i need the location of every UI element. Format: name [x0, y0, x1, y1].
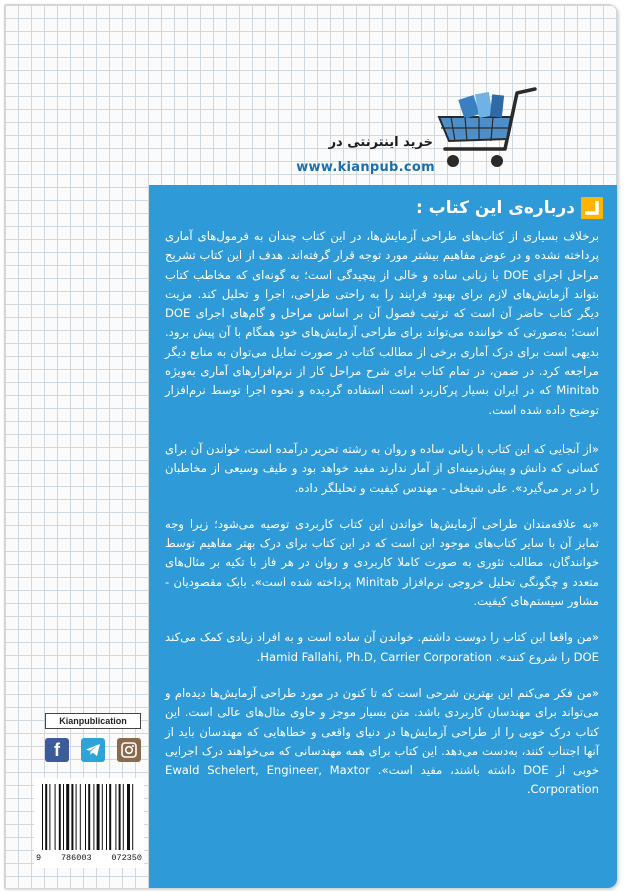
barcode-stripe	[49, 784, 50, 850]
publisher-website-link[interactable]: www.kianpub.com	[296, 160, 435, 175]
book-back-cover	[4, 4, 618, 889]
barcode-stripe	[66, 784, 69, 850]
barcode-stripe	[63, 784, 64, 850]
barcode-stripe	[106, 784, 107, 850]
testimonial-quote-3: «من واقعا این کتاب را دوست داشتم. خواندن آن ساده است و به افراد زیادی کمک می‌کند DOE را شروع کنند». Hamid Fallahi, Ph.D, Carrier Corporation.	[165, 630, 599, 664]
social-icon-row	[45, 738, 141, 762]
shopping-cart-icon	[431, 83, 541, 175]
barcode-stripe	[115, 784, 116, 850]
barcode-stripe	[109, 784, 111, 850]
testimonial-quote-2: «به علاقه‌مندان طراحی آزمایش‌ها خواندن این کتاب کاربردی توصیه می‌شود؛ زیرا وجه تمایز آن با سایر کتاب‌های موجود این است که در این کتاب برای درک بهتر مفاهیم توسط خوانندگان، مطالب تئوری به صورت کاملا کاربردی و روان در هر فاز با تکیه بر مثال‌های متعدد و چگونگی تحلیل خروجی نرم‌افزار Minitab پرداخته شده است». بابک مقصودیان - مشاور سیستم‌های کیفیت.	[165, 516, 600, 609]
barcode-stripe	[102, 784, 103, 850]
barcode-digits-right: 072350	[111, 853, 142, 863]
barcode-stripe	[71, 784, 73, 850]
barcode-stripe	[93, 784, 94, 850]
instagram-icon[interactable]	[117, 738, 141, 762]
heading-mark-icon	[581, 197, 603, 219]
online-shop-label: خرید اینترنتی در	[328, 135, 433, 150]
facebook-icon[interactable]: f	[45, 738, 69, 762]
barcode-stripe	[42, 784, 43, 850]
barcode-stripe	[123, 784, 124, 850]
panel-title: درباره‌ی این کتاب :	[415, 198, 575, 218]
testimonial-quote-1: «از آنجایی که این کتاب با زبانی ساده و روان به رشته تحریر درآمده است، خواندن آن برای کسانی که دانش و پیش‌زمینه‌ای از آمار ندارند مفید خواهد بود و طیف وسیعی از مخاطبان را در بر می‌گیرد». علی شیخلی - مهندس کیفیت و تحلیلگر داده.	[165, 441, 599, 495]
barcode-stripe	[85, 784, 86, 850]
barcode-stripe	[45, 784, 47, 850]
barcode-bars	[40, 784, 138, 850]
panel-header	[416, 197, 603, 219]
testimonial-quote-4: «من فکر می‌کنم این بهترین شرحی است که تا کنون در مورد طراحی آزمایش‌ها دیده‌ام و می‌تواند برای مهندسان کاربردی باشد. متن بسیار موجز و حاوی مثال‌های عالی است. این کتاب درک خوبی را از طراحی آزمایش‌ها در دنیای واقعی و خطاهایی که مهندسان باید از آنها اجتناب کنند، به‌دست می‌دهد. این کتاب برای همه مهندسانی که می‌خواهند درک اجرایی خوبی از DOE داشته باشند، مفید است». Ewald Schelert, Engineer, Maxtor Corporation.	[165, 685, 599, 797]
about-book-panel	[149, 185, 617, 889]
social-handle: Kianpublication	[45, 713, 141, 729]
barcode-stripe	[132, 784, 133, 850]
barcode-stripe	[59, 784, 61, 850]
barcode-stripe	[119, 784, 121, 850]
isbn-barcode	[34, 778, 144, 868]
barcode-stripe	[55, 784, 56, 850]
social-media-block	[45, 713, 141, 762]
barcode-digits-left: 786003	[60, 853, 92, 863]
panel-body	[165, 227, 599, 817]
barcode-stripe	[97, 784, 100, 850]
barcode-number	[36, 853, 142, 863]
barcode-digit-prefix: 9	[36, 853, 42, 863]
barcode-stripe	[80, 784, 81, 850]
barcode-stripe	[88, 784, 90, 850]
telegram-icon[interactable]	[81, 738, 105, 762]
barcode-stripe	[127, 784, 130, 850]
intro-paragraph: برخلاف بسیاری از کتاب‌های طراحی آزمایش‌ها، در این کتاب چندان به فرمول‌های آماری پرداخته نشده و در عوض مفاهیم بیشتر مورد توجه قرار گرفته‌اند. هدف از این کتاب تشریح مراحل اجرای DOE با زبانی ساده و خالی از پیچیدگی است؛ به گونه‌ای که مخاطب کتاب بتواند آزمایش‌های لازم برای بهبود فرایند را به راحتی طراحی، اجرا و تحلیل کند. مزیت دیگر کتاب حاضر آن است که ترتیب فصول آن بر اساس مراحل و گام‌های اجرای DOE است؛ به‌صورتی که خواننده می‌تواند برای طراحی آزمایش‌های خود همگام با آن پیش برود. بدیهی است برای درک آماری برخی از مطالب کتاب در صورت تمایل می‌توان به منابع دیگر مراجعه کرد. در ضمن، در تمام کتاب برای شرح مراحل کار از نرم‌افزارهای آماری به‌ویژه Minitab که در ایران بسیار پرکاربرد است استفاده گردیده و نحوه اجرا توسط نرم‌افزار توضیح داده شده است.	[165, 229, 599, 417]
barcode-stripe	[76, 784, 77, 850]
